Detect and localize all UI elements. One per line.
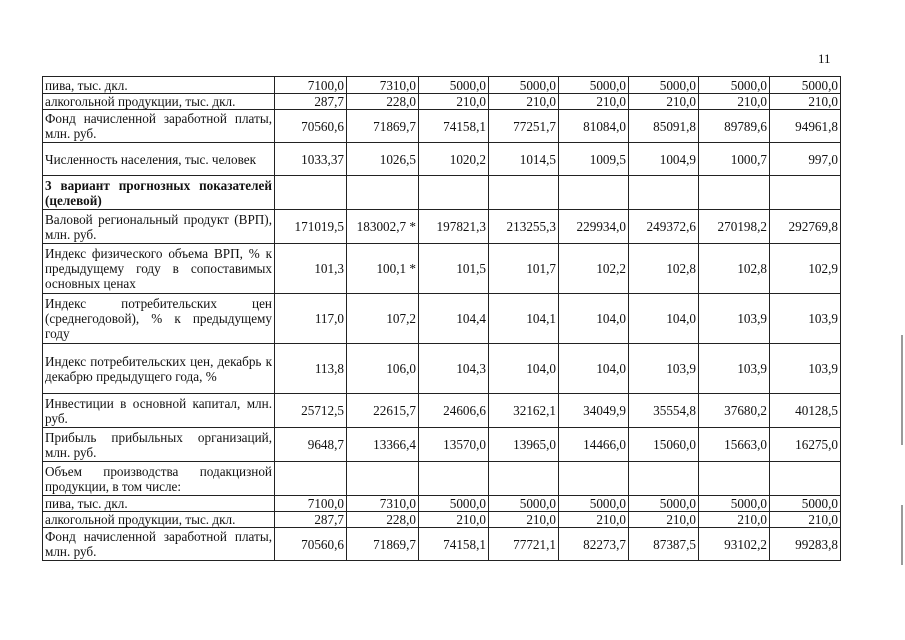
row-value: 5000,0 xyxy=(419,496,489,512)
row-value xyxy=(629,462,699,496)
row-value: 228,0 xyxy=(347,94,419,110)
row-label: Валовой региональный продукт (ВРП), млн. руб. xyxy=(43,210,275,244)
row-value: 210,0 xyxy=(489,512,559,528)
row-value: 13570,0 xyxy=(419,428,489,462)
row-value xyxy=(489,462,559,496)
row-value: 228,0 xyxy=(347,512,419,528)
row-value: 99283,8 xyxy=(770,528,841,561)
scan-edge-mark xyxy=(901,335,903,445)
scan-edge-mark xyxy=(901,505,903,565)
table-row xyxy=(43,344,841,394)
row-value: 100,1 * xyxy=(347,244,419,294)
page-number: 11 xyxy=(818,51,831,66)
row-value: 35554,8 xyxy=(629,394,699,428)
row-value: 70560,6 xyxy=(275,528,347,561)
row-value: 210,0 xyxy=(629,512,699,528)
row-value: 213255,3 xyxy=(489,210,559,244)
row-value xyxy=(347,462,419,496)
table-row xyxy=(43,143,841,176)
row-value: 101,5 xyxy=(419,244,489,294)
row-value: 7100,0 xyxy=(275,77,347,94)
row-value: 74158,1 xyxy=(419,528,489,561)
row-value xyxy=(770,176,841,210)
row-value: 210,0 xyxy=(699,94,770,110)
row-value: 15663,0 xyxy=(699,428,770,462)
row-value: 34049,9 xyxy=(559,394,629,428)
row-value: 103,9 xyxy=(699,294,770,344)
row-value: 81084,0 xyxy=(559,110,629,143)
row-value: 71869,7 xyxy=(347,110,419,143)
row-value: 24606,6 xyxy=(419,394,489,428)
row-value: 102,8 xyxy=(699,244,770,294)
row-label: алкогольной продукции, тыс. дкл. xyxy=(43,512,275,528)
row-value: 287,7 xyxy=(275,94,347,110)
row-value: 16275,0 xyxy=(770,428,841,462)
row-value: 210,0 xyxy=(419,512,489,528)
table-row xyxy=(43,110,841,143)
row-value xyxy=(699,176,770,210)
row-value: 85091,8 xyxy=(629,110,699,143)
row-value: 70560,6 xyxy=(275,110,347,143)
row-value: 7310,0 xyxy=(347,77,419,94)
row-value xyxy=(559,176,629,210)
row-value: 5000,0 xyxy=(489,77,559,94)
row-value: 5000,0 xyxy=(770,496,841,512)
row-label: Прибыль прибыльных организаций, млн. руб. xyxy=(43,428,275,462)
table-row xyxy=(43,210,841,244)
row-value: 5000,0 xyxy=(770,77,841,94)
row-value: 102,8 xyxy=(629,244,699,294)
row-value: 5000,0 xyxy=(489,496,559,512)
row-value: 1026,5 xyxy=(347,143,419,176)
row-value: 1009,5 xyxy=(559,143,629,176)
table-row xyxy=(43,496,841,512)
row-value: 32162,1 xyxy=(489,394,559,428)
row-value xyxy=(419,462,489,496)
row-value: 104,0 xyxy=(559,294,629,344)
row-value: 1033,37 xyxy=(275,143,347,176)
row-value: 5000,0 xyxy=(699,496,770,512)
row-value: 210,0 xyxy=(419,94,489,110)
row-value: 89789,6 xyxy=(699,110,770,143)
row-value: 7310,0 xyxy=(347,496,419,512)
table-row xyxy=(43,94,841,110)
row-value xyxy=(275,462,347,496)
row-value: 103,9 xyxy=(770,344,841,394)
row-label: Объем производства подакцизной продукции, в том числе: xyxy=(43,462,275,496)
row-value: 113,8 xyxy=(275,344,347,394)
table-row xyxy=(43,528,841,561)
row-value: 87387,5 xyxy=(629,528,699,561)
row-value: 14466,0 xyxy=(559,428,629,462)
row-value xyxy=(770,462,841,496)
row-value: 104,1 xyxy=(489,294,559,344)
row-value: 101,3 xyxy=(275,244,347,294)
row-value xyxy=(419,176,489,210)
row-value: 37680,2 xyxy=(699,394,770,428)
row-value: 77721,1 xyxy=(489,528,559,561)
row-value: 210,0 xyxy=(559,94,629,110)
row-value: 5000,0 xyxy=(419,77,489,94)
row-value xyxy=(275,176,347,210)
forecast-table xyxy=(42,76,841,561)
row-value: 5000,0 xyxy=(559,77,629,94)
row-value: 102,2 xyxy=(559,244,629,294)
row-label: Фонд начисленной заработной платы, млн. руб. xyxy=(43,528,275,561)
row-label: пива, тыс. дкл. xyxy=(43,496,275,512)
row-value: 210,0 xyxy=(489,94,559,110)
row-value: 40128,5 xyxy=(770,394,841,428)
row-label: пива, тыс. дкл. xyxy=(43,77,275,94)
row-value: 249372,6 xyxy=(629,210,699,244)
row-value: 1014,5 xyxy=(489,143,559,176)
row-value: 1004,9 xyxy=(629,143,699,176)
row-value: 103,9 xyxy=(629,344,699,394)
row-value: 210,0 xyxy=(770,94,841,110)
row-value: 5000,0 xyxy=(629,496,699,512)
row-value: 5000,0 xyxy=(699,77,770,94)
row-value: 102,9 xyxy=(770,244,841,294)
row-value: 171019,5 xyxy=(275,210,347,244)
row-value: 94961,8 xyxy=(770,110,841,143)
row-value: 93102,2 xyxy=(699,528,770,561)
row-value: 210,0 xyxy=(629,94,699,110)
row-value: 104,0 xyxy=(559,344,629,394)
row-value: 1020,2 xyxy=(419,143,489,176)
table-row xyxy=(43,462,841,496)
row-value: 5000,0 xyxy=(629,77,699,94)
row-value: 9648,7 xyxy=(275,428,347,462)
table-row xyxy=(43,176,841,210)
row-value xyxy=(559,462,629,496)
row-label: 3 вариант прогнозных показателей (целевой) xyxy=(43,176,275,210)
row-value: 1000,7 xyxy=(699,143,770,176)
row-value: 13366,4 xyxy=(347,428,419,462)
row-label: Индекс потребительских цен, декабрь к декабрю предыдущего года, % xyxy=(43,344,275,394)
row-value: 229934,0 xyxy=(559,210,629,244)
row-value: 25712,5 xyxy=(275,394,347,428)
row-value xyxy=(699,462,770,496)
row-value: 103,9 xyxy=(770,294,841,344)
table-row xyxy=(43,512,841,528)
row-label: Индекс физического объема ВРП, % к предыдущему году в сопоставимых основных ценах xyxy=(43,244,275,294)
row-value: 22615,7 xyxy=(347,394,419,428)
row-value: 101,7 xyxy=(489,244,559,294)
row-label: Инвестиции в основной капитал, млн. руб. xyxy=(43,394,275,428)
table-row xyxy=(43,394,841,428)
row-value: 197821,3 xyxy=(419,210,489,244)
row-value: 210,0 xyxy=(559,512,629,528)
row-value: 104,4 xyxy=(419,294,489,344)
row-label: Численность населения, тыс. человек xyxy=(43,143,275,176)
table-row xyxy=(43,294,841,344)
row-value xyxy=(629,176,699,210)
row-value: 74158,1 xyxy=(419,110,489,143)
row-value: 77251,7 xyxy=(489,110,559,143)
table-row xyxy=(43,244,841,294)
row-value: 71869,7 xyxy=(347,528,419,561)
row-value: 997,0 xyxy=(770,143,841,176)
row-value: 104,3 xyxy=(419,344,489,394)
row-label: Индекс потребительских цен (среднегодовой), % к предыдущему году xyxy=(43,294,275,344)
row-value: 292769,8 xyxy=(770,210,841,244)
table-row xyxy=(43,428,841,462)
row-value xyxy=(489,176,559,210)
row-value: 287,7 xyxy=(275,512,347,528)
table-row xyxy=(43,77,841,94)
row-value: 103,9 xyxy=(699,344,770,394)
row-value: 270198,2 xyxy=(699,210,770,244)
row-value: 104,0 xyxy=(629,294,699,344)
row-value xyxy=(347,176,419,210)
row-label: Фонд начисленной заработной платы, млн. руб. xyxy=(43,110,275,143)
row-value: 106,0 xyxy=(347,344,419,394)
row-value: 107,2 xyxy=(347,294,419,344)
row-value: 104,0 xyxy=(489,344,559,394)
row-value: 13965,0 xyxy=(489,428,559,462)
row-value: 210,0 xyxy=(770,512,841,528)
row-value: 117,0 xyxy=(275,294,347,344)
row-value: 183002,7 * xyxy=(347,210,419,244)
row-value: 7100,0 xyxy=(275,496,347,512)
row-value: 82273,7 xyxy=(559,528,629,561)
row-value: 15060,0 xyxy=(629,428,699,462)
row-value: 210,0 xyxy=(699,512,770,528)
row-value: 5000,0 xyxy=(559,496,629,512)
row-label: алкогольной продукции, тыс. дкл. xyxy=(43,94,275,110)
